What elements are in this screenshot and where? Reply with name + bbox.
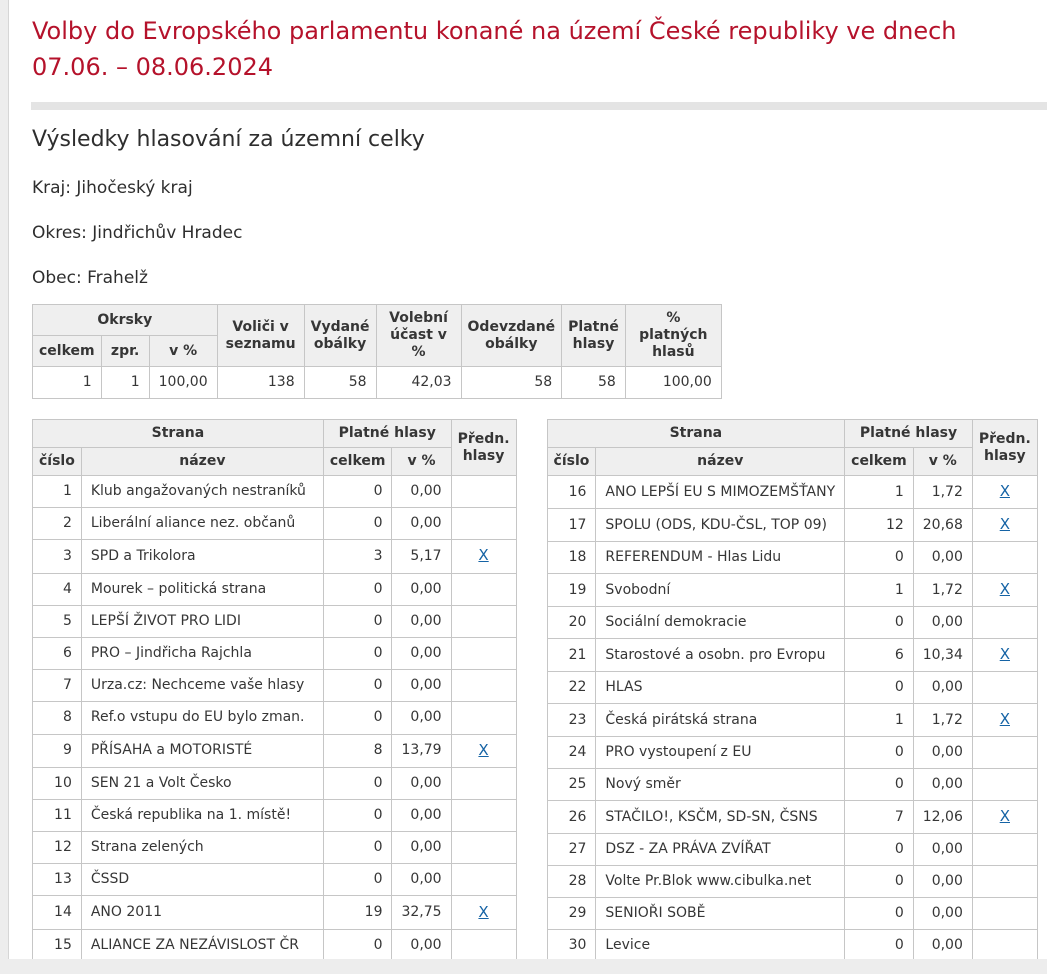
party-name-cell: STAČILO!, KSČM, SD-SN, ČSNS	[596, 801, 845, 834]
party-subheader-cislo: číslo	[33, 448, 82, 476]
party-pref-votes-cell	[972, 801, 1037, 834]
party-pref-votes-cell	[972, 898, 1037, 930]
party-name-cell: Volte Pr.Blok www.cibulka.net	[596, 866, 845, 898]
party-votes-total-cell: 0	[323, 573, 392, 605]
party-votes-pct-cell: 0,00	[913, 769, 972, 801]
party-row	[33, 637, 517, 669]
party-votes-pct-cell: 0,00	[913, 866, 972, 898]
vydane-obalky-value: 58	[304, 367, 376, 399]
party-votes-total-cell: 0	[323, 799, 392, 831]
preferential-votes-link[interactable]: X	[478, 740, 489, 759]
page-content	[8, 0, 1047, 959]
party-row	[33, 573, 517, 605]
party-votes-pct-cell: 12,06	[913, 801, 972, 834]
party-subheader-vpct: v %	[392, 448, 451, 476]
district-label: Okres: Jindřichův Hradec	[32, 223, 243, 243]
party-votes-pct-cell: 0,00	[392, 864, 451, 896]
summary-header-odevzdane-obalky: Odevzdané obálky	[461, 305, 562, 367]
party-votes-pct-cell: 0,00	[392, 702, 451, 734]
party-number-cell: 12	[33, 832, 82, 864]
party-pref-votes-cell	[972, 574, 1037, 607]
party-name-cell: Ref.o vstupu do EU bylo zman.	[81, 702, 323, 734]
party-votes-pct-cell: 0,00	[392, 508, 451, 540]
title-divider	[31, 102, 1047, 110]
party-name-cell: PRO – Jindřicha Rajchla	[81, 637, 323, 669]
party-row	[547, 476, 1037, 509]
preferential-votes-link[interactable]: X	[999, 645, 1010, 663]
party-votes-pct-cell: 0,00	[913, 672, 972, 704]
party-header-row-2	[547, 448, 1037, 476]
party-table-left	[32, 419, 517, 959]
summary-header-ucast: Volební účast v %	[376, 305, 461, 367]
party-row	[547, 509, 1037, 542]
party-row	[547, 672, 1037, 704]
party-name-cell: Sociální demokracie	[596, 607, 845, 639]
party-pref-votes-cell	[972, 930, 1037, 960]
turnout-summary-table	[32, 304, 722, 399]
party-votes-pct-cell: 20,68	[913, 509, 972, 542]
party-pref-votes-cell	[451, 605, 516, 637]
party-row	[33, 670, 517, 702]
party-row	[547, 639, 1037, 672]
party-pref-votes-cell	[451, 670, 516, 702]
okrsky-pct-value: 100,00	[149, 367, 217, 399]
municipality-label: Obec: Frahelž	[32, 268, 148, 288]
party-number-cell: 30	[547, 930, 596, 960]
party-row	[547, 898, 1037, 930]
party-votes-total-cell: 0	[323, 476, 392, 508]
party-pref-votes-cell	[451, 929, 516, 959]
party-row	[33, 832, 517, 864]
summary-subheader-zpr: zpr.	[101, 336, 149, 367]
ucast-value: 42,03	[376, 367, 461, 399]
party-subheader-celkem: celkem	[845, 448, 914, 476]
preferential-votes-link[interactable]: X	[478, 902, 489, 921]
party-row	[33, 702, 517, 734]
party-votes-total-cell: 0	[323, 864, 392, 896]
party-votes-total-cell: 0	[323, 767, 392, 799]
party-pref-votes-cell	[451, 896, 516, 929]
party-number-cell: 22	[547, 672, 596, 704]
preferential-votes-link[interactable]: X	[999, 710, 1010, 728]
party-number-cell: 25	[547, 769, 596, 801]
party-votes-total-cell: 0	[323, 832, 392, 864]
preferential-votes-link[interactable]: X	[999, 515, 1010, 533]
party-votes-total-cell: 1	[845, 704, 914, 737]
party-name-cell: Urza.cz: Nechceme vaše hlasy	[81, 670, 323, 702]
summary-header-volici: Voliči v seznamu	[217, 305, 304, 367]
party-votes-pct-cell: 5,17	[392, 540, 451, 573]
party-row	[33, 767, 517, 799]
party-pref-votes-cell	[972, 769, 1037, 801]
party-votes-total-cell: 0	[323, 508, 392, 540]
party-pref-votes-cell	[972, 639, 1037, 672]
party-row	[33, 929, 517, 959]
region-label: Kraj: Jihočeský kraj	[32, 178, 193, 198]
party-votes-total-cell: 0	[323, 670, 392, 702]
party-number-cell: 29	[547, 898, 596, 930]
party-number-cell: 11	[33, 799, 82, 831]
odevzdane-obalky-value: 58	[461, 367, 562, 399]
party-row	[33, 799, 517, 831]
party-number-cell: 26	[547, 801, 596, 834]
party-votes-total-cell: 0	[845, 898, 914, 930]
party-votes-pct-cell: 0,00	[392, 767, 451, 799]
party-row	[547, 866, 1037, 898]
party-row	[33, 896, 517, 929]
party-votes-pct-cell: 32,75	[392, 896, 451, 929]
party-header-row-1	[547, 420, 1037, 448]
party-name-cell: DSZ - ZA PRÁVA ZVÍŘAT	[596, 834, 845, 866]
party-votes-pct-cell: 0,00	[392, 832, 451, 864]
party-votes-pct-cell: 0,00	[392, 605, 451, 637]
party-votes-total-cell: 19	[323, 896, 392, 929]
party-number-cell: 17	[547, 509, 596, 542]
party-number-cell: 10	[33, 767, 82, 799]
party-number-cell: 2	[33, 508, 82, 540]
party-votes-pct-cell: 0,00	[913, 930, 972, 960]
party-number-cell: 18	[547, 542, 596, 574]
party-number-cell: 7	[33, 670, 82, 702]
party-number-cell: 20	[547, 607, 596, 639]
party-votes-pct-cell: 0,00	[392, 799, 451, 831]
party-votes-pct-cell: 0,00	[392, 929, 451, 959]
results-subtitle: Výsledky hlasování za územní celky	[32, 127, 425, 152]
party-number-cell: 21	[547, 639, 596, 672]
party-header-predn-hlasy: Předn. hlasy	[451, 420, 516, 476]
summary-header-platne-hlasy: Platné hlasy	[562, 305, 626, 367]
party-pref-votes-cell	[451, 476, 516, 508]
volici-value: 138	[217, 367, 304, 399]
preferential-votes-link[interactable]: X	[999, 482, 1010, 500]
party-row	[547, 834, 1037, 866]
party-number-cell: 5	[33, 605, 82, 637]
party-row	[33, 508, 517, 540]
party-name-cell: Levice	[596, 930, 845, 960]
party-votes-total-cell: 6	[845, 639, 914, 672]
party-table-right	[547, 419, 1038, 959]
party-row	[547, 737, 1037, 769]
party-subheader-nazev: název	[596, 448, 845, 476]
party-votes-total-cell: 12	[845, 509, 914, 542]
party-pref-votes-cell	[972, 672, 1037, 704]
party-subheader-nazev: název	[81, 448, 323, 476]
party-votes-total-cell: 8	[323, 734, 392, 767]
party-number-cell: 24	[547, 737, 596, 769]
party-header-row-2	[33, 448, 517, 476]
party-row	[33, 605, 517, 637]
party-votes-total-cell: 0	[323, 702, 392, 734]
party-header-strana: Strana	[547, 420, 845, 448]
party-number-cell: 28	[547, 866, 596, 898]
party-table-right-body	[547, 476, 1037, 960]
party-row	[33, 476, 517, 508]
party-name-cell: ALIANCE ZA NEZÁVISLOST ČR	[81, 929, 323, 959]
party-row	[33, 540, 517, 573]
party-name-cell: PŘÍSAHA a MOTORISTÉ	[81, 734, 323, 767]
party-votes-total-cell: 0	[845, 542, 914, 574]
summary-subheader-celkem: celkem	[33, 336, 102, 367]
party-table-left-body	[33, 476, 517, 960]
preferential-votes-link[interactable]: X	[478, 546, 489, 565]
party-row	[547, 930, 1037, 960]
page-title: Volby do Evropského parlamentu konané na území České republiky ve dnech 07.06. – 08.06.2024	[32, 17, 957, 81]
party-name-cell: ANO LEPŠÍ EU S MIMOZEMŠŤANY	[596, 476, 845, 509]
party-row	[33, 734, 517, 767]
party-name-cell: PRO vystoupení z EU	[596, 737, 845, 769]
party-name-cell: SENIOŘI SOBĚ	[596, 898, 845, 930]
party-name-cell: SEN 21 a Volt Česko	[81, 767, 323, 799]
party-name-cell: Klub angažovaných nestraníků	[81, 476, 323, 508]
party-pref-votes-cell	[972, 542, 1037, 574]
party-pref-votes-cell	[972, 704, 1037, 737]
party-votes-pct-cell: 0,00	[913, 607, 972, 639]
party-row	[547, 801, 1037, 834]
party-votes-total-cell: 3	[323, 540, 392, 573]
party-votes-total-cell: 0	[323, 637, 392, 669]
party-votes-total-cell: 0	[323, 605, 392, 637]
okrsky-celkem-value: 1	[33, 367, 102, 399]
party-pref-votes-cell	[451, 573, 516, 605]
party-number-cell: 27	[547, 834, 596, 866]
party-pref-votes-cell	[972, 866, 1037, 898]
party-number-cell: 23	[547, 704, 596, 737]
party-pref-votes-cell	[451, 637, 516, 669]
party-header-platne-hlasy: Platné hlasy	[845, 420, 973, 448]
party-votes-pct-cell: 0,00	[392, 670, 451, 702]
summary-header-okrsky: Okrsky	[33, 305, 218, 336]
party-name-cell: HLAS	[596, 672, 845, 704]
party-votes-pct-cell: 0,00	[913, 898, 972, 930]
party-header-predn-hlasy: Předn. hlasy	[972, 420, 1037, 476]
party-number-cell: 13	[33, 864, 82, 896]
summary-header-row-1	[33, 305, 722, 336]
party-votes-total-cell: 0	[845, 737, 914, 769]
summary-header-vydane-obalky: Vydané obálky	[304, 305, 376, 367]
party-name-cell: SPOLU (ODS, KDU-ČSL, TOP 09)	[596, 509, 845, 542]
party-pref-votes-cell	[451, 832, 516, 864]
party-votes-total-cell: 0	[845, 672, 914, 704]
party-number-cell: 15	[33, 929, 82, 959]
party-subheader-vpct: v %	[913, 448, 972, 476]
party-votes-total-cell: 0	[845, 607, 914, 639]
party-number-cell: 6	[33, 637, 82, 669]
party-name-cell: Česká republika na 1. místě!	[81, 799, 323, 831]
party-votes-total-cell: 1	[845, 476, 914, 509]
party-subheader-celkem: celkem	[323, 448, 392, 476]
party-votes-pct-cell: 0,00	[913, 834, 972, 866]
party-pref-votes-cell	[451, 540, 516, 573]
party-votes-pct-cell: 0,00	[913, 737, 972, 769]
party-pref-votes-cell	[451, 702, 516, 734]
party-header-strana: Strana	[33, 420, 324, 448]
party-votes-pct-cell: 0,00	[913, 542, 972, 574]
party-pref-votes-cell	[972, 509, 1037, 542]
preferential-votes-link[interactable]: X	[999, 807, 1010, 825]
party-votes-total-cell: 0	[845, 769, 914, 801]
party-name-cell: REFERENDUM - Hlas Lidu	[596, 542, 845, 574]
party-votes-pct-cell: 10,34	[913, 639, 972, 672]
party-pref-votes-cell	[972, 607, 1037, 639]
party-row	[33, 864, 517, 896]
party-votes-pct-cell: 0,00	[392, 637, 451, 669]
party-subheader-cislo: číslo	[547, 448, 596, 476]
party-pref-votes-cell	[451, 767, 516, 799]
party-name-cell: ČSSD	[81, 864, 323, 896]
party-tables-container	[32, 419, 1047, 959]
okrsky-zpr-value: 1	[101, 367, 149, 399]
party-number-cell: 3	[33, 540, 82, 573]
party-number-cell: 16	[547, 476, 596, 509]
party-row	[547, 542, 1037, 574]
party-pref-votes-cell	[451, 734, 516, 767]
party-header-row-1	[33, 420, 517, 448]
platne-hlasy-value: 58	[562, 367, 626, 399]
party-name-cell: Svobodní	[596, 574, 845, 607]
summary-values-row	[33, 367, 722, 399]
party-name-cell: Strana zelených	[81, 832, 323, 864]
party-row	[547, 607, 1037, 639]
party-name-cell: Liberální aliance nez. občanů	[81, 508, 323, 540]
party-pref-votes-cell	[972, 737, 1037, 769]
party-pref-votes-cell	[451, 799, 516, 831]
party-number-cell: 14	[33, 896, 82, 929]
party-number-cell: 9	[33, 734, 82, 767]
pct-platnych-value: 100,00	[625, 367, 721, 399]
party-number-cell: 4	[33, 573, 82, 605]
party-row	[547, 769, 1037, 801]
party-name-cell: Česká pirátská strana	[596, 704, 845, 737]
party-votes-pct-cell: 0,00	[392, 573, 451, 605]
party-pref-votes-cell	[451, 864, 516, 896]
party-name-cell: Starostové a osobn. pro Evropu	[596, 639, 845, 672]
party-name-cell: SPD a Trikolora	[81, 540, 323, 573]
party-number-cell: 8	[33, 702, 82, 734]
party-votes-pct-cell: 13,79	[392, 734, 451, 767]
party-name-cell: LEPŠÍ ŽIVOT PRO LIDI	[81, 605, 323, 637]
party-votes-total-cell: 0	[323, 929, 392, 959]
party-pref-votes-cell	[972, 476, 1037, 509]
party-name-cell: ANO 2011	[81, 896, 323, 929]
party-name-cell: Mourek – politická strana	[81, 573, 323, 605]
party-header-platne-hlasy: Platné hlasy	[323, 420, 451, 448]
party-row	[547, 704, 1037, 737]
party-pref-votes-cell	[451, 508, 516, 540]
party-number-cell: 19	[547, 574, 596, 607]
party-votes-pct-cell: 1,72	[913, 476, 972, 509]
party-number-cell: 1	[33, 476, 82, 508]
party-votes-total-cell: 7	[845, 801, 914, 834]
preferential-votes-link[interactable]: X	[999, 580, 1010, 598]
summary-subheader-vpct: v %	[149, 336, 217, 367]
party-votes-total-cell: 1	[845, 574, 914, 607]
party-row	[547, 574, 1037, 607]
party-votes-pct-cell: 1,72	[913, 574, 972, 607]
party-votes-pct-cell: 1,72	[913, 704, 972, 737]
party-votes-pct-cell: 0,00	[392, 476, 451, 508]
summary-header-pct-platnych: % platných hlasů	[625, 305, 721, 367]
party-votes-total-cell: 0	[845, 834, 914, 866]
party-votes-total-cell: 0	[845, 930, 914, 960]
party-pref-votes-cell	[972, 834, 1037, 866]
party-name-cell: Nový směr	[596, 769, 845, 801]
party-votes-total-cell: 0	[845, 866, 914, 898]
